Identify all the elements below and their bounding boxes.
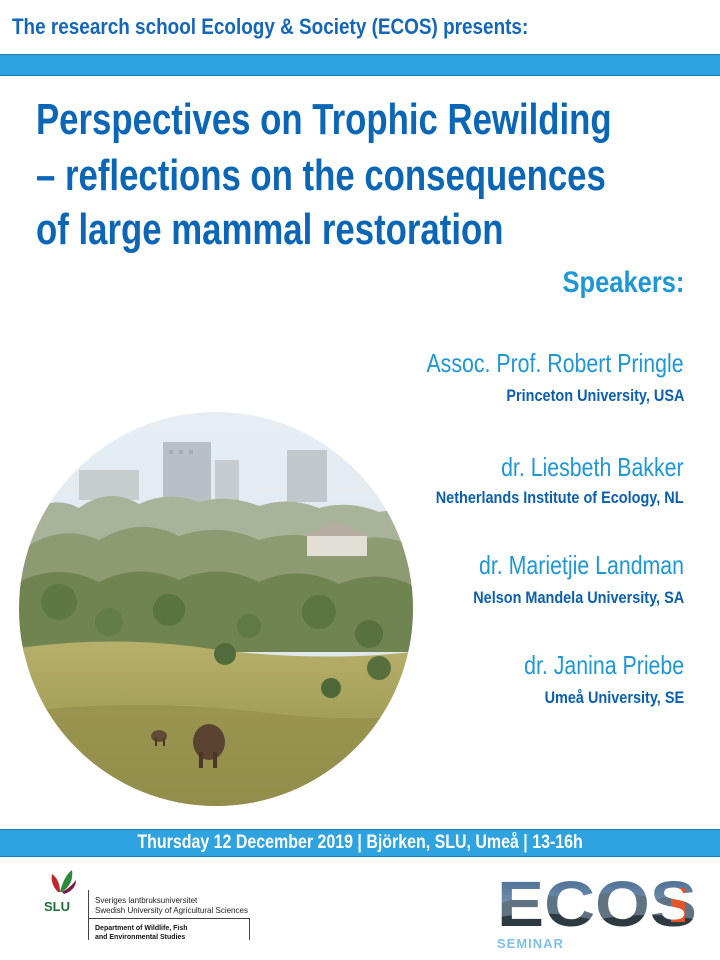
department-name: Department of Wildlife, Fish and Environmental Studies [95,925,188,941]
speaker-affiliation: Nelson Mandela University, SA [473,588,684,607]
speaker-affiliation: Princeton University, USA [506,386,684,405]
seminar-label: SEMINAR [497,936,564,951]
event-details: Thursday 12 December 2019 | Björken, SLU, Umeå | 13-16h [137,832,583,853]
ecos-logo-text [700,866,701,867]
speaker-name: Assoc. Prof. Robert Pringle [426,348,684,378]
speaker-name: dr. Janina Priebe [523,650,684,680]
slu-university-name: Sveriges lantbruksuniversitet Swedish University of Agricultural Sciences [95,896,248,915]
presents-heading: The research school Ecology & Society (ECOS) presents: [12,14,529,39]
slu-logo-text: SLU [44,899,70,914]
top-accent-bar [0,54,720,76]
speaker-name: dr. Liesbeth Bakker [501,452,684,482]
landscape-photo [19,412,413,806]
speakers-label: Speakers: [562,266,684,299]
speaker-name: dr. Marietjie Landman [478,550,684,580]
title-line-2: – reflections on the consequences [36,151,606,200]
speaker-affiliation: Netherlands Institute of Ecology, NL [436,488,684,507]
title-line-3: of large mammal restoration [36,205,504,254]
landscape-illustration [19,412,413,806]
speaker-affiliation: Umeå University, SE [544,688,684,707]
title-line-1: Perspectives on Trophic Rewilding [36,95,612,144]
